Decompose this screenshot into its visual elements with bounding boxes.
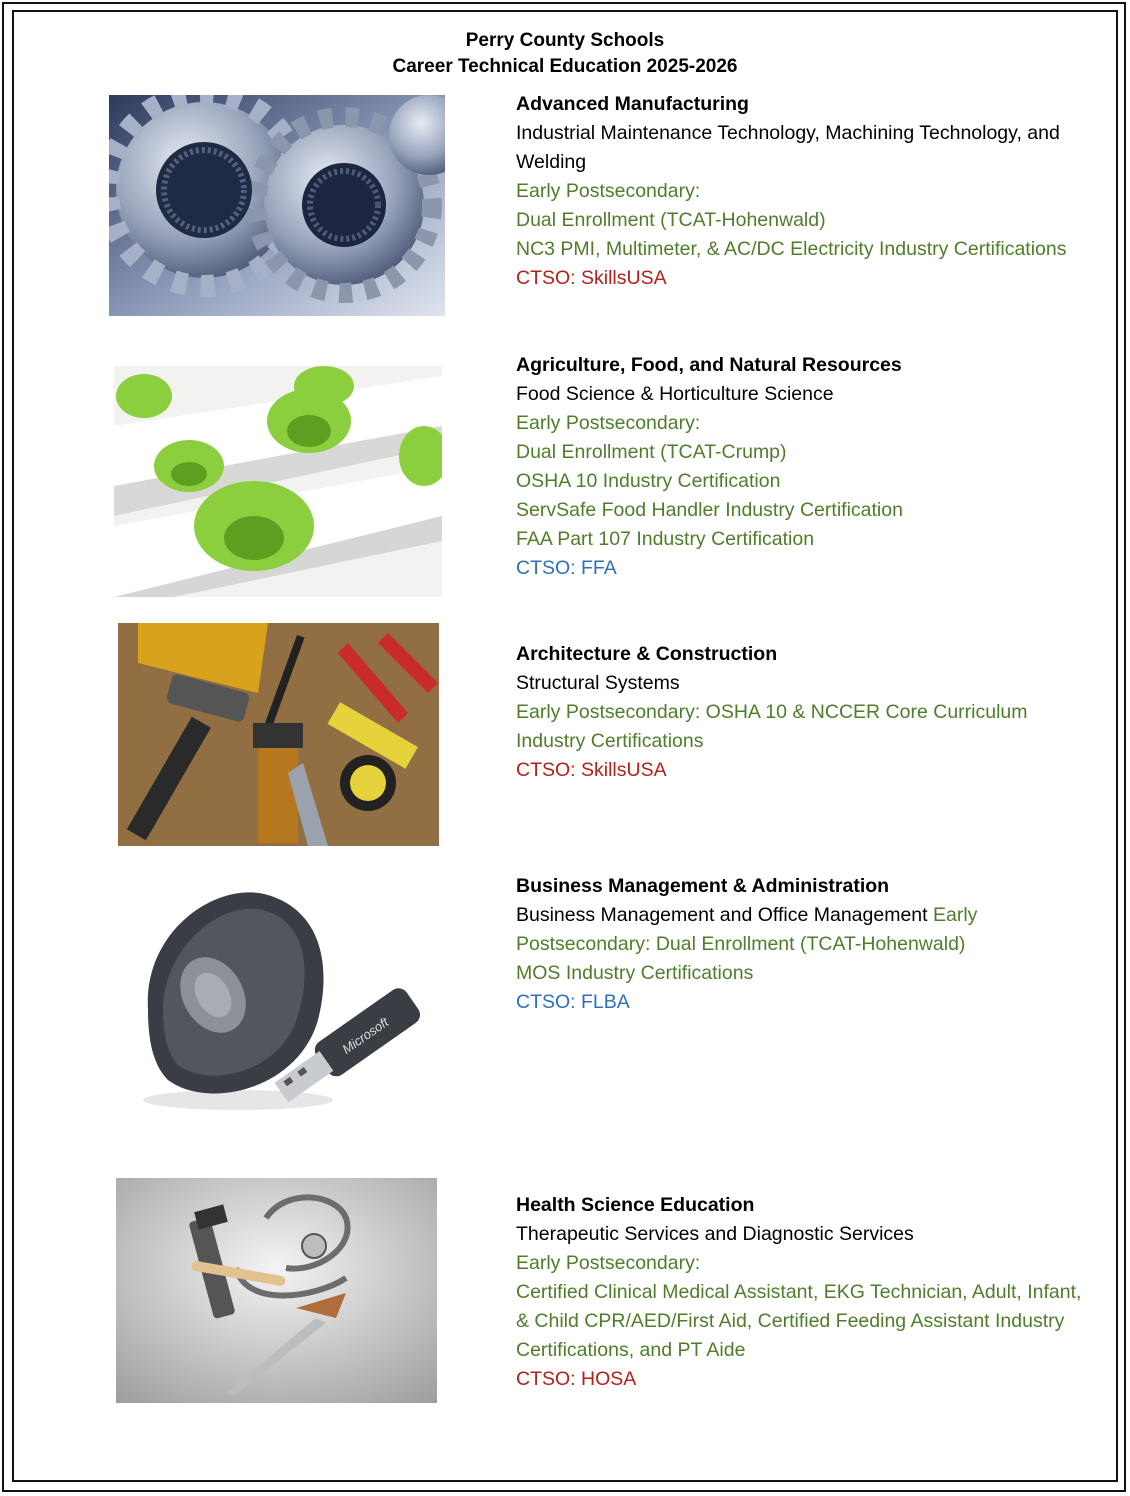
ctso-label: CTSO: SkillsUSA	[516, 759, 667, 781]
early-postsecondary-item: Dual Enrollment (TCAT-Crump)	[516, 441, 787, 463]
early-postsecondary-label: Early Postsecondary:	[516, 180, 701, 202]
early-postsecondary-item: NC3 PMI, Multimeter, & AC/DC Electricity Industry Certifications	[516, 238, 1067, 260]
early-postsecondary-text: Early Postsecondary: OSHA 10 & NCCER Core Curriculum Industry Certifications	[516, 701, 1028, 752]
section-business-management	[516, 872, 1086, 1017]
section-programs-with-early	[516, 901, 1086, 959]
early-postsecondary-text: Early Postsecondary: Dual Enrollment (TCAT-Hohenwald)	[516, 904, 978, 955]
early-postsecondary-item: ServSafe Food Handler Industry Certification	[516, 499, 903, 521]
ctso-label: CTSO: FLBA	[516, 991, 630, 1013]
early-postsecondary-item: FAA Part 107 Industry Certification	[516, 528, 815, 550]
early-postsecondary-item: Dual Enrollment (TCAT-Hohenwald)	[516, 209, 826, 231]
early-postsecondary-item: MOS Industry Certifications	[516, 962, 754, 984]
ctso-label: CTSO: HOSA	[516, 1368, 637, 1390]
page-header	[0, 28, 1130, 80]
section-title: Business Management & Administration	[516, 875, 890, 897]
section-programs: Industrial Maintenance Technology, Machining Technology, and Welding	[516, 122, 1060, 173]
early-postsecondary-item: Certified Clinical Medical Assistant, EKG Technician, Adult, Infant, & Child CPR/AED/First Aid, Certified Feeding Assistant Industry Certifications, and PT Aide	[516, 1281, 1082, 1361]
section-title: Agriculture, Food, and Natural Resources	[516, 354, 902, 376]
section-agriculture	[516, 351, 1086, 583]
ctso-label: CTSO: FFA	[516, 557, 617, 579]
early-postsecondary-item: OSHA 10 Industry Certification	[516, 470, 781, 492]
school-name: Perry County Schools	[465, 30, 665, 51]
section-health-science	[516, 1191, 1086, 1394]
mouse-brand-label: Microsoft	[339, 1014, 392, 1057]
gears-image	[109, 95, 445, 316]
section-advanced-manufacturing	[516, 90, 1086, 293]
section-programs: Therapeutic Services and Diagnostic Services	[516, 1223, 914, 1245]
section-title: Advanced Manufacturing	[516, 93, 749, 115]
early-postsecondary-label: Early Postsecondary:	[516, 1252, 701, 1274]
section-title: Architecture & Construction	[516, 643, 778, 665]
section-programs: Business Management and Office Management	[516, 904, 928, 926]
mouse-image	[118, 870, 440, 1148]
tools-image	[118, 623, 439, 846]
section-programs: Structural Systems	[516, 672, 680, 694]
section-programs: Food Science & Horticulture Science	[516, 383, 834, 405]
section-architecture-construction	[516, 640, 1086, 785]
document-title: Career Technical Education 2025-2026	[392, 56, 738, 77]
lettuce-image	[114, 366, 442, 597]
medical-tools-image	[116, 1178, 437, 1403]
ctso-label: CTSO: SkillsUSA	[516, 267, 667, 289]
section-title: Health Science Education	[516, 1194, 755, 1216]
early-postsecondary-label: Early Postsecondary:	[516, 412, 701, 434]
